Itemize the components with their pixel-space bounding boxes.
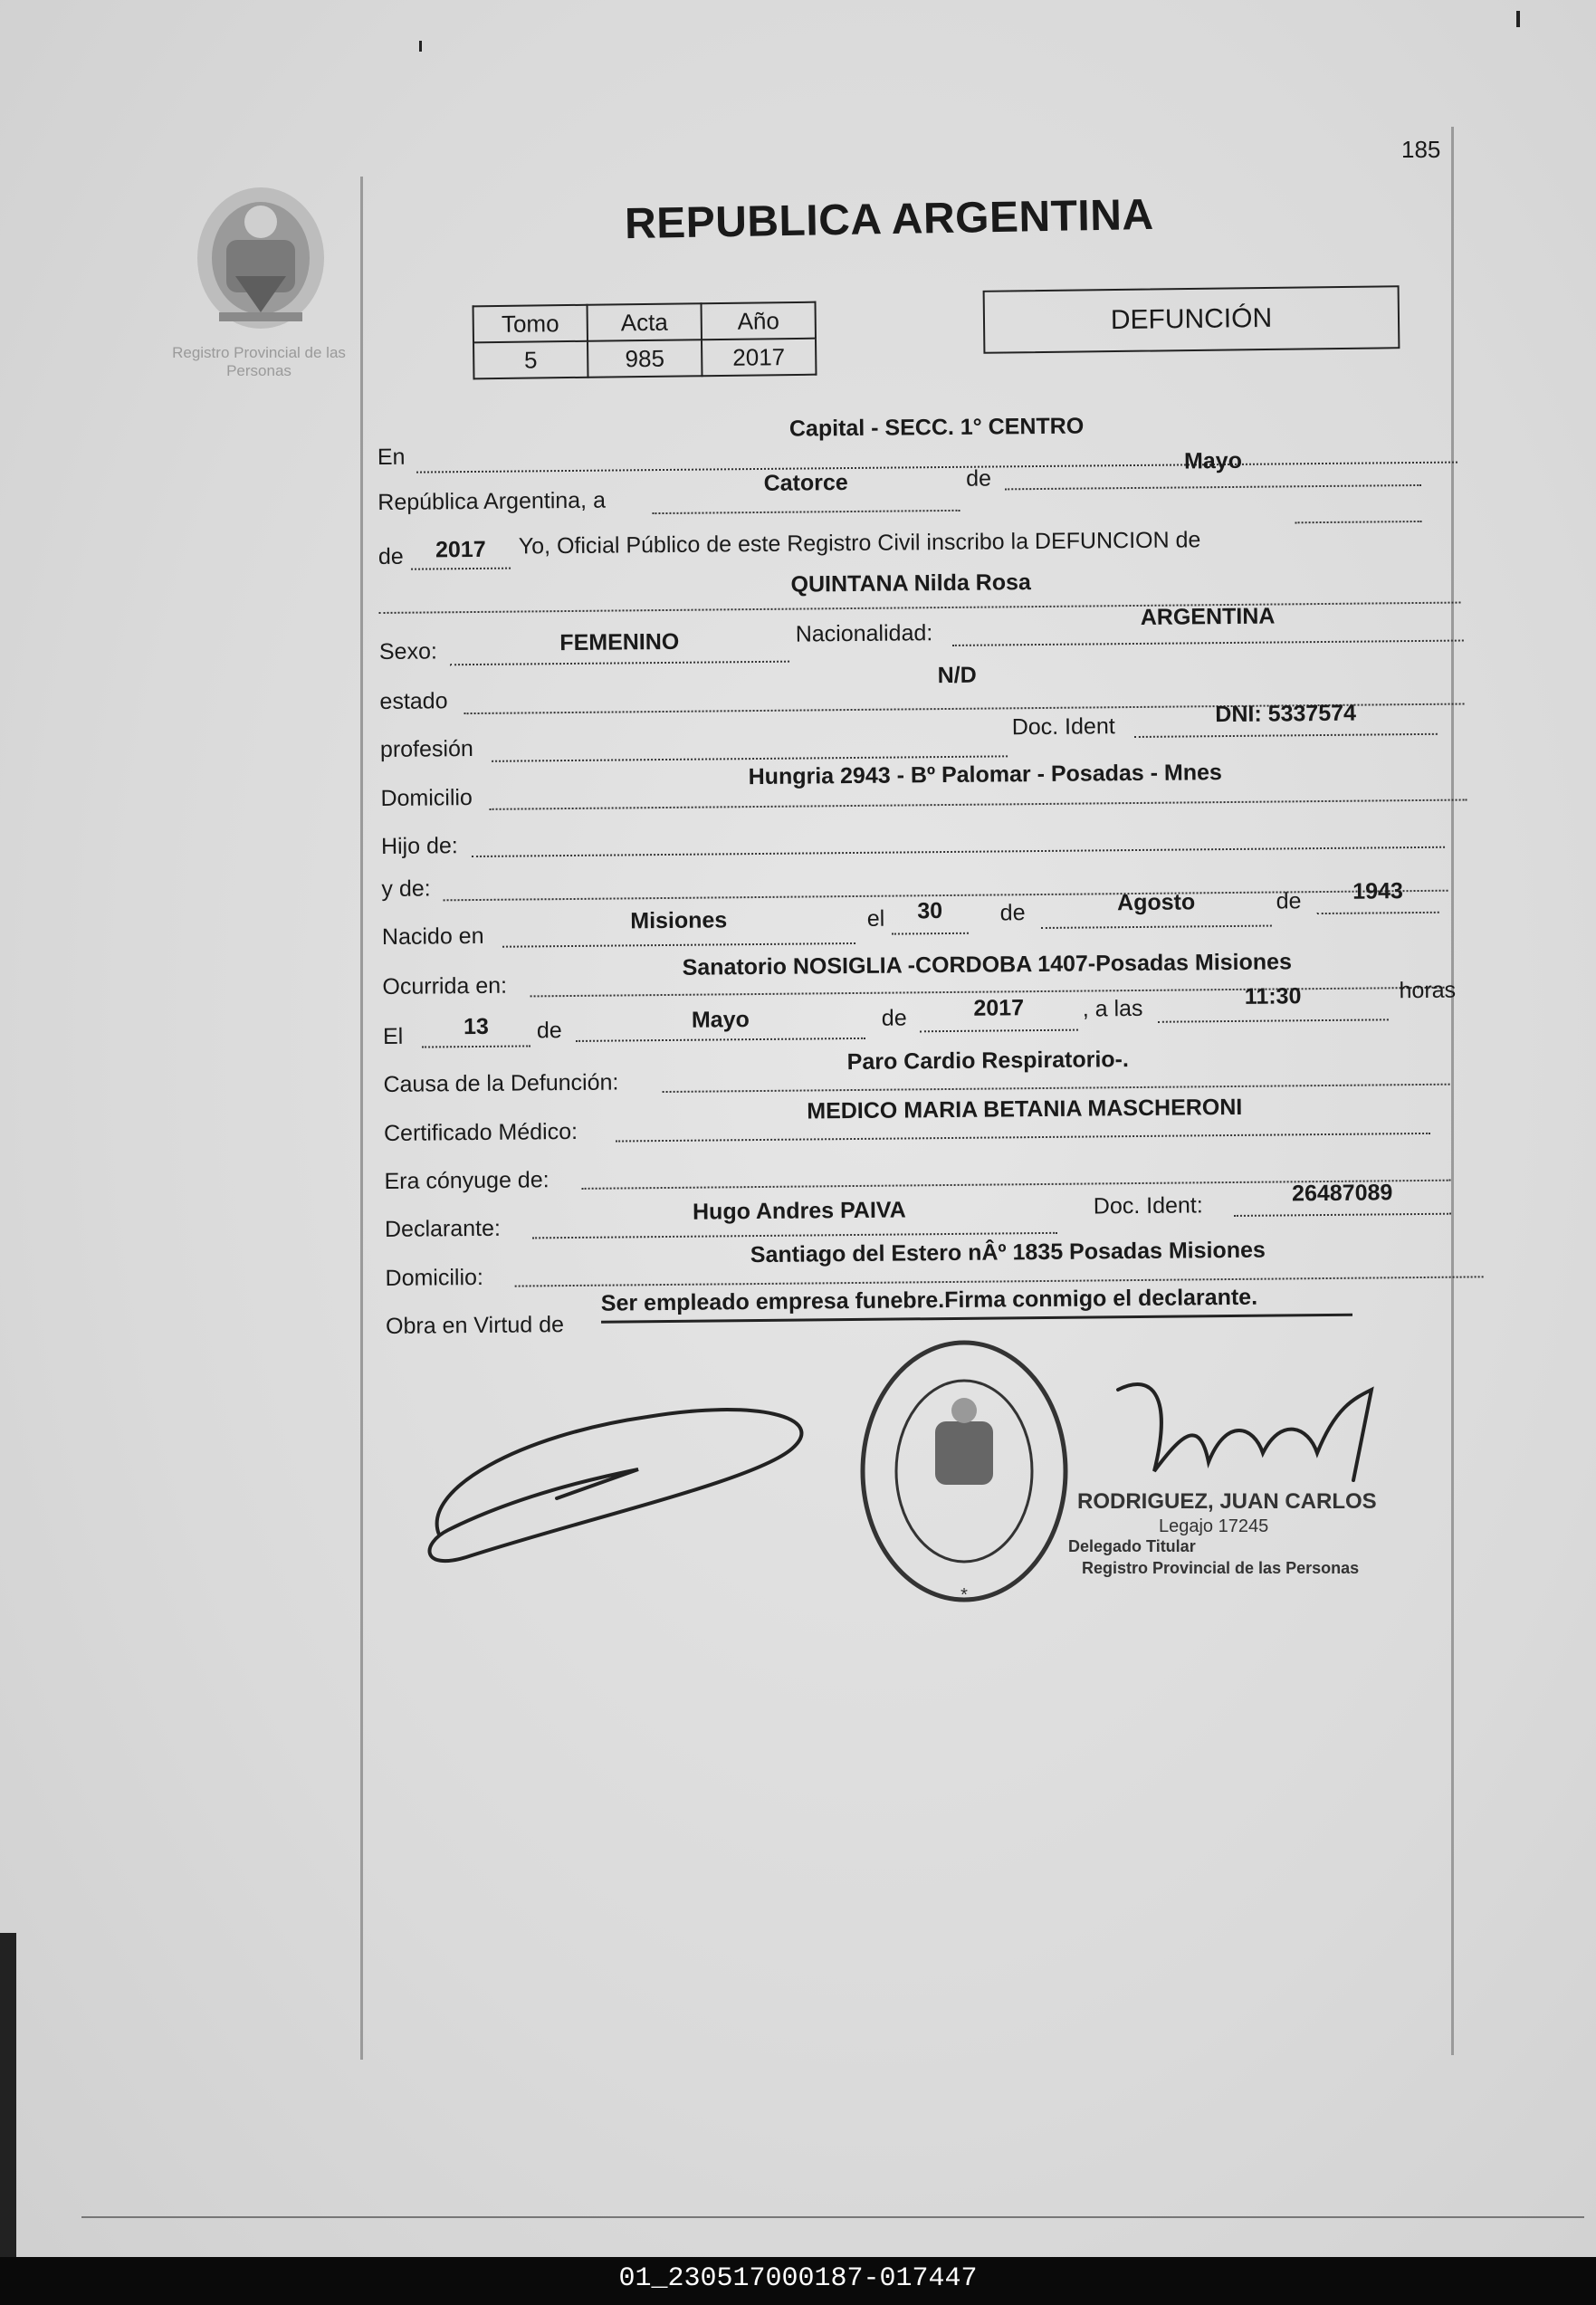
year-prefix-label: de: [377, 543, 404, 570]
hijo-label: Hijo de:: [380, 833, 458, 860]
ref-header-ano: Año: [702, 302, 816, 340]
death-day: 13: [463, 1013, 489, 1040]
dotted-line: [1295, 521, 1422, 523]
dotted-line: [411, 568, 511, 570]
de-label: de: [536, 1018, 562, 1044]
declarante-value: Hugo Andres PAIVA: [692, 1197, 906, 1225]
ref-value-acta: 985: [588, 340, 702, 378]
dotted-line: [1134, 733, 1438, 738]
declarante-doc-value: 26487089: [1291, 1180, 1393, 1207]
stamp-office: Registro Provincial de las Personas: [1082, 1559, 1360, 1577]
profesion-label: profesión: [379, 736, 473, 763]
El-label: El: [382, 1023, 404, 1049]
dotted-line: [1041, 925, 1272, 929]
death-year: 2017: [973, 995, 1025, 1021]
sexo-value: FEMENINO: [559, 628, 680, 656]
causa-value: Paro Cardio Respiratorio-.: [846, 1047, 1130, 1076]
y-de-label: y de:: [381, 875, 431, 902]
crop-mark: [0, 1933, 16, 2259]
page-number: 185: [1401, 136, 1441, 163]
month: Mayo: [1183, 447, 1243, 474]
ref-header-acta: Acta: [588, 303, 702, 341]
dotted-line: [422, 1045, 530, 1047]
svg-text:*: *: [960, 1585, 968, 1605]
birth-month: Agosto: [1116, 889, 1196, 916]
dotted-line: [952, 640, 1464, 646]
certificado-label: Certificado Médico:: [383, 1118, 578, 1146]
sexo-label: Sexo:: [378, 638, 437, 665]
de-label: de: [965, 465, 992, 492]
dotted-line: [1158, 1019, 1389, 1022]
day-word: Catorce: [763, 470, 848, 496]
logo-caption: Registro Provincial de las Personas: [172, 344, 346, 379]
dotted-line: [502, 942, 855, 948]
de-label: de: [1276, 888, 1302, 914]
domicilio-value: Hungria 2943 - Bº Palomar - Posadas - Mnes: [748, 760, 1222, 790]
ref-header-tomo: Tomo: [473, 305, 588, 343]
causa-label: Causa de la Defunción:: [383, 1069, 619, 1097]
estado-label: estado: [379, 688, 448, 715]
a-las-label: , a las: [1082, 995, 1143, 1022]
page-edge-line: [81, 2216, 1584, 2218]
doc-ident-label: Doc. Ident: [1011, 713, 1115, 741]
declarant-signature: [412, 1363, 819, 1598]
dotted-line: [450, 661, 789, 666]
year: 2017: [435, 536, 486, 563]
conyuge-label: Era cónyuge de:: [384, 1167, 550, 1194]
doc-ident-value: DNI: 5337574: [1215, 700, 1357, 728]
dotted-line: [576, 1038, 865, 1042]
declarante-label: Declarante:: [384, 1215, 502, 1242]
stamp-name: RODRIGUEZ, JUAN CARLOS: [1077, 1489, 1377, 1514]
dotted-line: [1234, 1213, 1451, 1217]
de-label: de: [881, 1005, 907, 1031]
page-title: REPUBLICA ARGENTINA: [624, 190, 1155, 249]
nacionalidad-value: ARGENTINA: [1140, 603, 1276, 630]
dotted-line: [652, 510, 960, 514]
death-month: Mayo: [691, 1007, 750, 1033]
dotted-line: [616, 1133, 1430, 1143]
declarante-domicilio-value: Santiago del Estero nÂº 1835 Posadas Misiones: [750, 1237, 1266, 1268]
dotted-line: [492, 755, 1008, 761]
domicilio-label: Domicilio: [380, 785, 473, 812]
record-type-box: DEFUNCIÓN: [983, 285, 1400, 354]
en-value: Capital - SECC. 1° CENTRO: [788, 413, 1085, 442]
declarante-doc-label: Doc. Ident:: [1093, 1192, 1203, 1219]
declarante-domicilio-label: Domicilio:: [385, 1264, 484, 1291]
nacido-value: Misiones: [630, 907, 728, 934]
obra-label: Obra en Virtud de: [385, 1312, 565, 1339]
stamp-legajo: Legajo 17245: [1159, 1516, 1269, 1536]
dotted-line: [920, 1029, 1078, 1033]
ref-value-tomo: 5: [473, 341, 588, 379]
republica-label: República Argentina, a: [377, 487, 607, 516]
official-seal: [851, 1331, 1077, 1612]
footer-id: 01_230517000187-017447: [618, 2263, 978, 2294]
deceased-name: QUINTANA Nilda Rosa: [790, 569, 1032, 598]
nacido-label: Nacido en: [381, 923, 484, 950]
dotted-line: [490, 799, 1467, 809]
el-label: el: [866, 905, 885, 932]
obra-value: Ser empleado empresa funebre.Firma conmigo el declarante.: [600, 1284, 1258, 1316]
horas-label: horas: [1399, 977, 1457, 1004]
estado-value: N/D: [937, 662, 977, 689]
certificado-value: MEDICO MARIA BETANIA MASCHERONI: [807, 1094, 1243, 1124]
ocurrida-label: Ocurrida en:: [382, 972, 508, 999]
stamp-role: Delegado Titular: [1068, 1537, 1196, 1555]
official-text: Yo, Oficial Público de este Registro Civil inscribo la DEFUNCION de: [518, 527, 1201, 560]
de-label: de: [999, 900, 1026, 926]
birth-year: 1943: [1352, 878, 1403, 904]
dotted-line: [472, 846, 1445, 857]
dotted-line: [1317, 912, 1439, 914]
en-label: En: [377, 444, 406, 471]
nacionalidad-label: Nacionalidad:: [795, 620, 933, 647]
dotted-line: [532, 1232, 1057, 1239]
ref-value-ano: 2017: [702, 339, 816, 377]
dotted-line: [1005, 484, 1421, 490]
dotted-line: [892, 933, 969, 935]
birth-day: 30: [917, 898, 943, 924]
death-time: 11:30: [1244, 983, 1302, 1009]
ocurrida-value: Sanatorio NOSIGLIA -CORDOBA 1407-Posadas Misiones: [682, 949, 1293, 980]
dotted-line: [663, 1084, 1450, 1093]
